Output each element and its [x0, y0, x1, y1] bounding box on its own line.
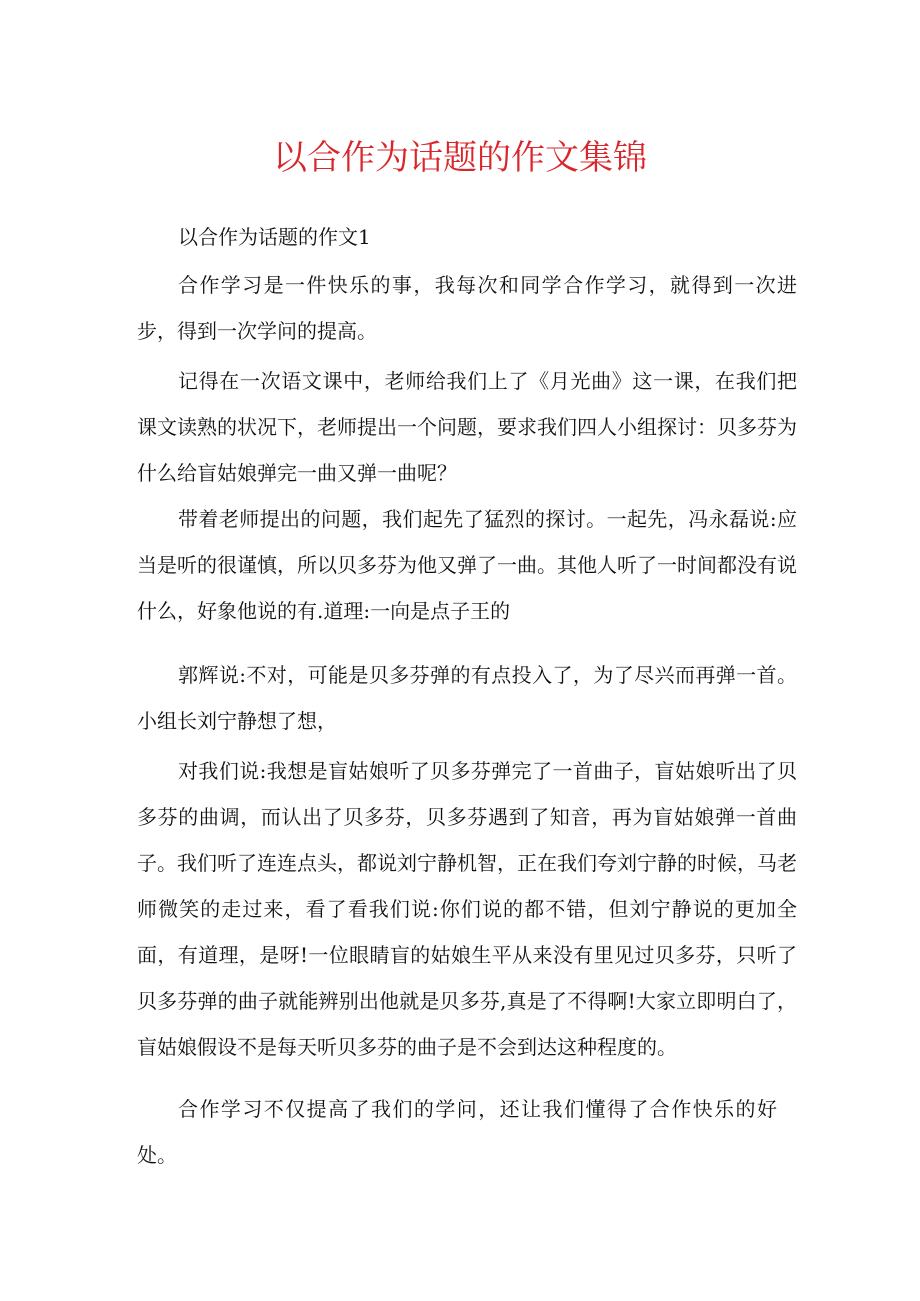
document-title: 以合作为话题的作文集锦	[273, 138, 647, 178]
essay-heading: 以合作为话题的作文1	[178, 225, 371, 249]
paragraph-4: 郭辉说:不对，可能是贝多芬弹的有点投入了，为了尽兴而再弹一首。小组长刘宁静想了想，	[137, 663, 797, 733]
paragraph-2: 记得在一次语文课中，老师给我们上了《月光曲》这一课，在我们把课文读熟的状况下，老师提出一个问题，要求我们四人小组探讨：贝多芬为什么给盲姑娘弹完一曲又弹一曲呢？	[137, 369, 797, 485]
paragraph-6: 合作学习不仅提高了我们的学问，还让我们懂得了合作快乐的好处。	[137, 1097, 777, 1167]
paragraph-1: 合作学习是一件快乐的事，我每次和同学合作学习，就得到一次进步，得到一次学问的提高。	[137, 273, 797, 343]
paragraph-3: 带着老师提出的问题，我们起先了猛烈的探讨。一起先，冯永磊说:应当是听的很谨慎，所以贝多芬为他又弹了一曲。其他人听了一时间都没有说什么，好象他说的有.道理:一向是点子王的	[137, 507, 797, 623]
paragraph-5: 对我们说:我想是盲姑娘听了贝多芬弹完了一首曲子，盲姑娘听出了贝多芬的曲调，而认出了贝多芬，贝多芬遇到了知音，再为盲姑娘弹一首曲子。我们听了连连点头，都说刘宁静机智，正在我们夸刘宁静的时候，马老师微笑的走过来，看了看我们说:你们说的都不错，但刘宁静说的更加全面，有道理，是呀!一位眼睛盲的姑娘生平从来没有里见过贝多芬，只听了贝多芬弹的曲子就能辨别出他就是贝多芬,真是了不得啊!大家立即明白了，盲姑娘假设不是每天听贝多芬的曲子是不会到达这种程度的。	[137, 759, 797, 1059]
